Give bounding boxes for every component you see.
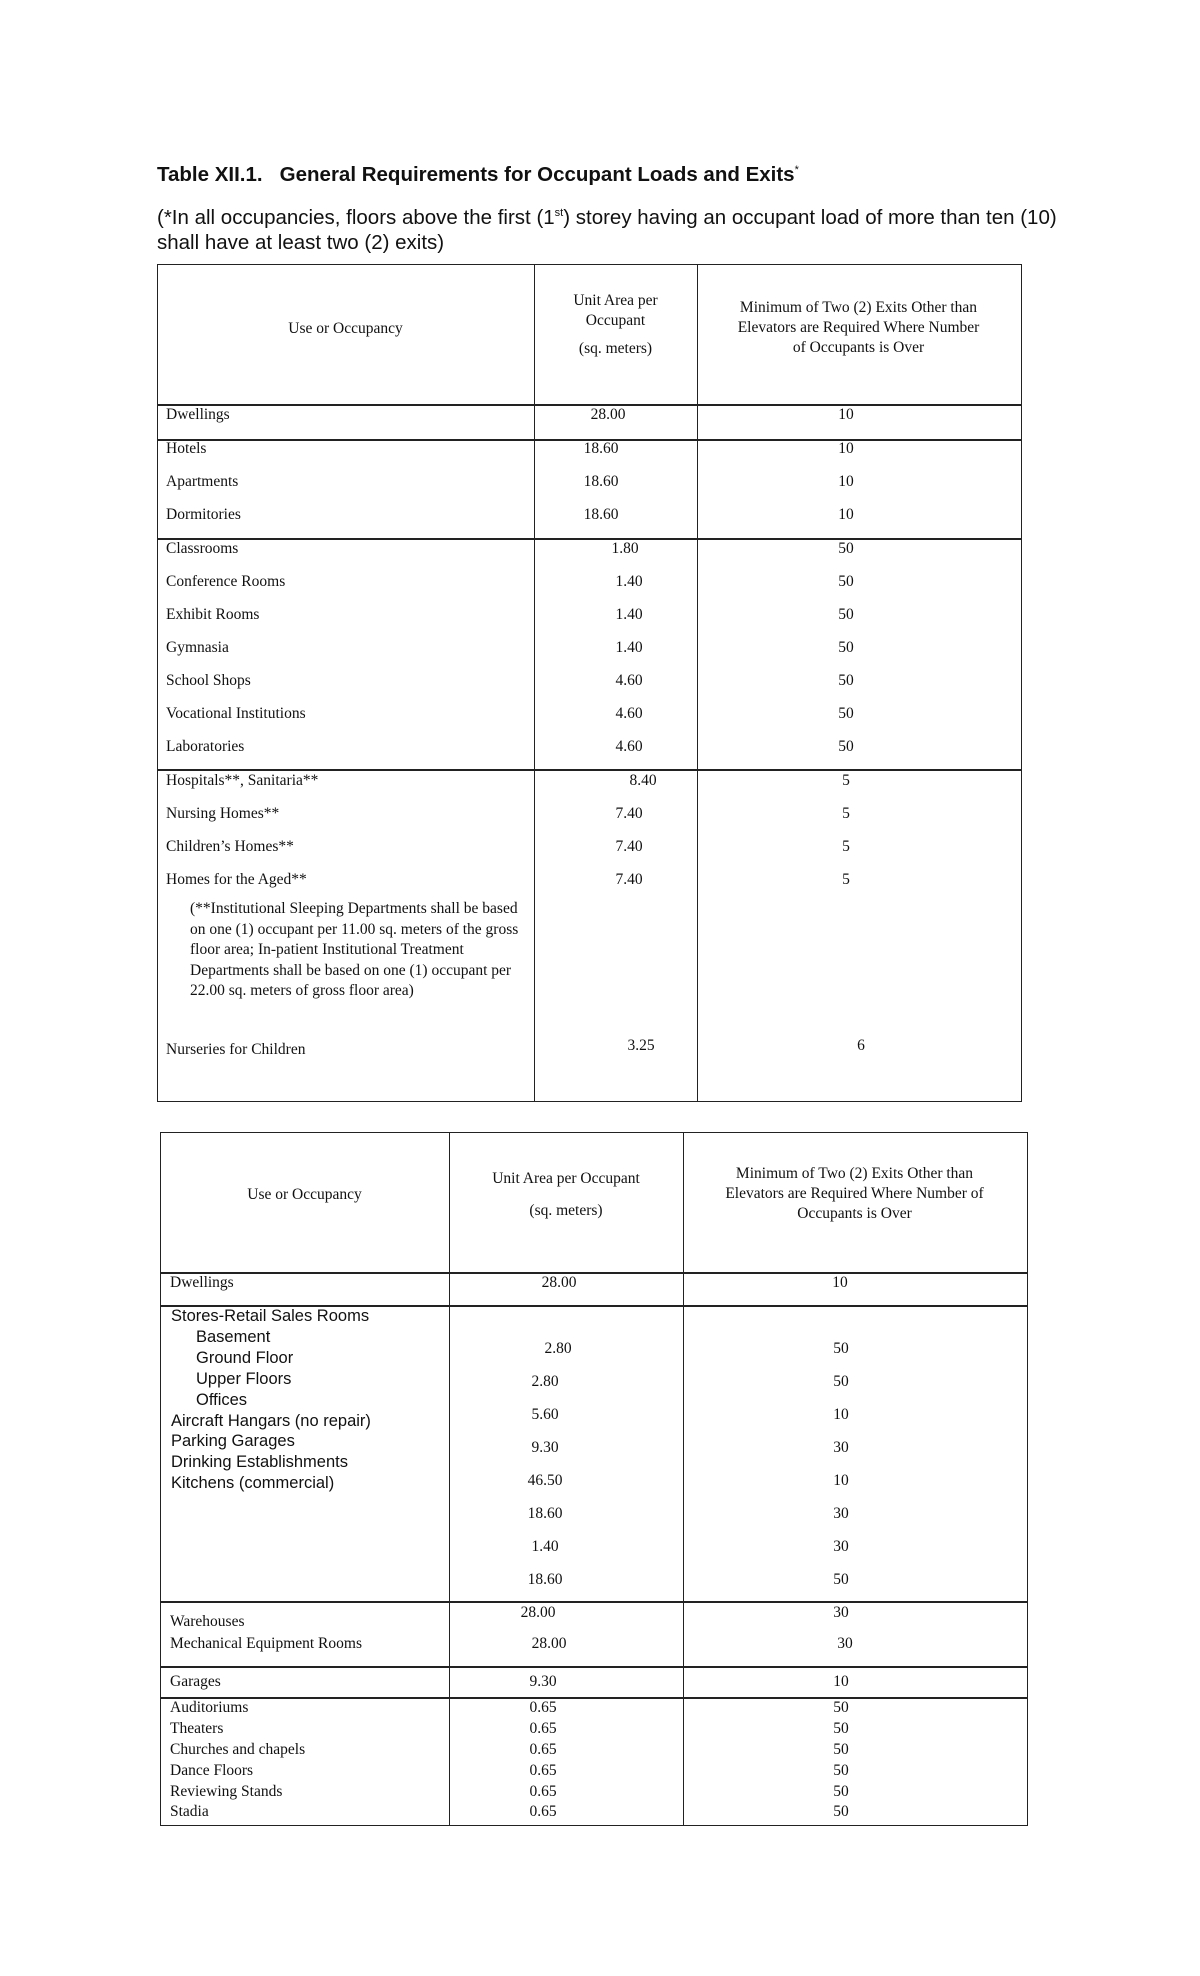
table2-header-use: Use or Occupancy xyxy=(247,1186,362,1203)
document-page: Table XII.1. General Requirements for Occupant Loads and Exits* (*In all occupancies, floors above the first (1st) storey having an occupant load of more than ten (10) shall have at least two (2) exits) Use or Occupancy Unit Area per Occupant (sq. meters) Minimum of Two (2) Exits Other than Elevators are Required Where Number of Occupants is Over Dwellings 28.00 10 Hotels 18.60 10 Apartments 18.60 10 Dormitories 18.60 10 Classrooms 1.80 50 Conference Rooms 1.40 50 Exhibit Rooms 1.40 50 Gymnasia 1.40 50 School Shops 4.60 50 Vocational Institutions 4.60 50 Laboratories 4.60 50 Hospitals**, Sanitaria** 8.40 5 Nursing Homes** 7.40 5 Children’s Homes** 7.40 5 Homes for the Aged** 7.40 5 (**Institutional Sleeping Departments shall be based on one (1) occupant per 11.00 sq. meters of the gross floor area; In-patient Institutional Treatment Departments shall be based on one (1) occupant per 22.00 sq. meters of gross floor area) Nurseries for Children 3.25 6 Use or Occupancy Unit Area per Occupant (sq. meters) Minimum of Two (2) Exits Other than Elevators are Required Where Number of Occupants is Over Dwellings 28.00 10 Stores-Retail Sales Rooms Basement Ground Floor Upper Floors Offices Aircraft Hangars (no repair) Parking Garages Drinking Establishments Kitchens (commercial) 2.80 2.80 5.60 9.30 46.50 18.60 1.40 18.60 50 50 10 30 10 30 30 50 Warehouses 28.00 30 Mechanical Equipment Rooms 28.00 30 Garages 9.30 10 Auditoriums 0.65 50 Theaters 0.65 50 Churches and chapels 0.65 50 Dance Floors 0.65 50 Reviewing Stands 0.65 50 Stadia 0.65 50 xyxy=(0,0,1200,1976)
table2-header-area: Unit Area per Occupant (sq. meters) xyxy=(492,1170,640,1219)
table2-header-exits: Minimum of Two (2) Exits Other than Elevators are Required Where Number of Occupants is Over xyxy=(725,1165,984,1222)
table-number: Table XII.1. xyxy=(157,163,263,186)
title-asterisk: * xyxy=(794,164,799,177)
table1-header-use: Use or Occupancy xyxy=(288,320,403,337)
general-note: (*In all occupancies, floors above the first (1st) storey having an occupant load of more than ten (10) shall have at least two (2) exits) xyxy=(157,205,1057,254)
institutional-footnote: (**Institutional Sleeping Departments shall be based on one (1) occupant per 11.00 sq. meters of the gross floor area; In-patient Institutional Treatment Departments shall be based on one (1) occupant per 22.00 sq. meters of gross floor area) xyxy=(190,900,519,999)
table1-header-exits: Minimum of Two (2) Exits Other than Elevators are Required Where Number of Occupants is Over xyxy=(737,299,980,356)
table-title-text: General Requirements for Occupant Loads and Exits xyxy=(279,163,795,186)
table1-header-area: Unit Area per Occupant (sq. meters) xyxy=(573,292,658,357)
table-title xyxy=(157,163,799,187)
